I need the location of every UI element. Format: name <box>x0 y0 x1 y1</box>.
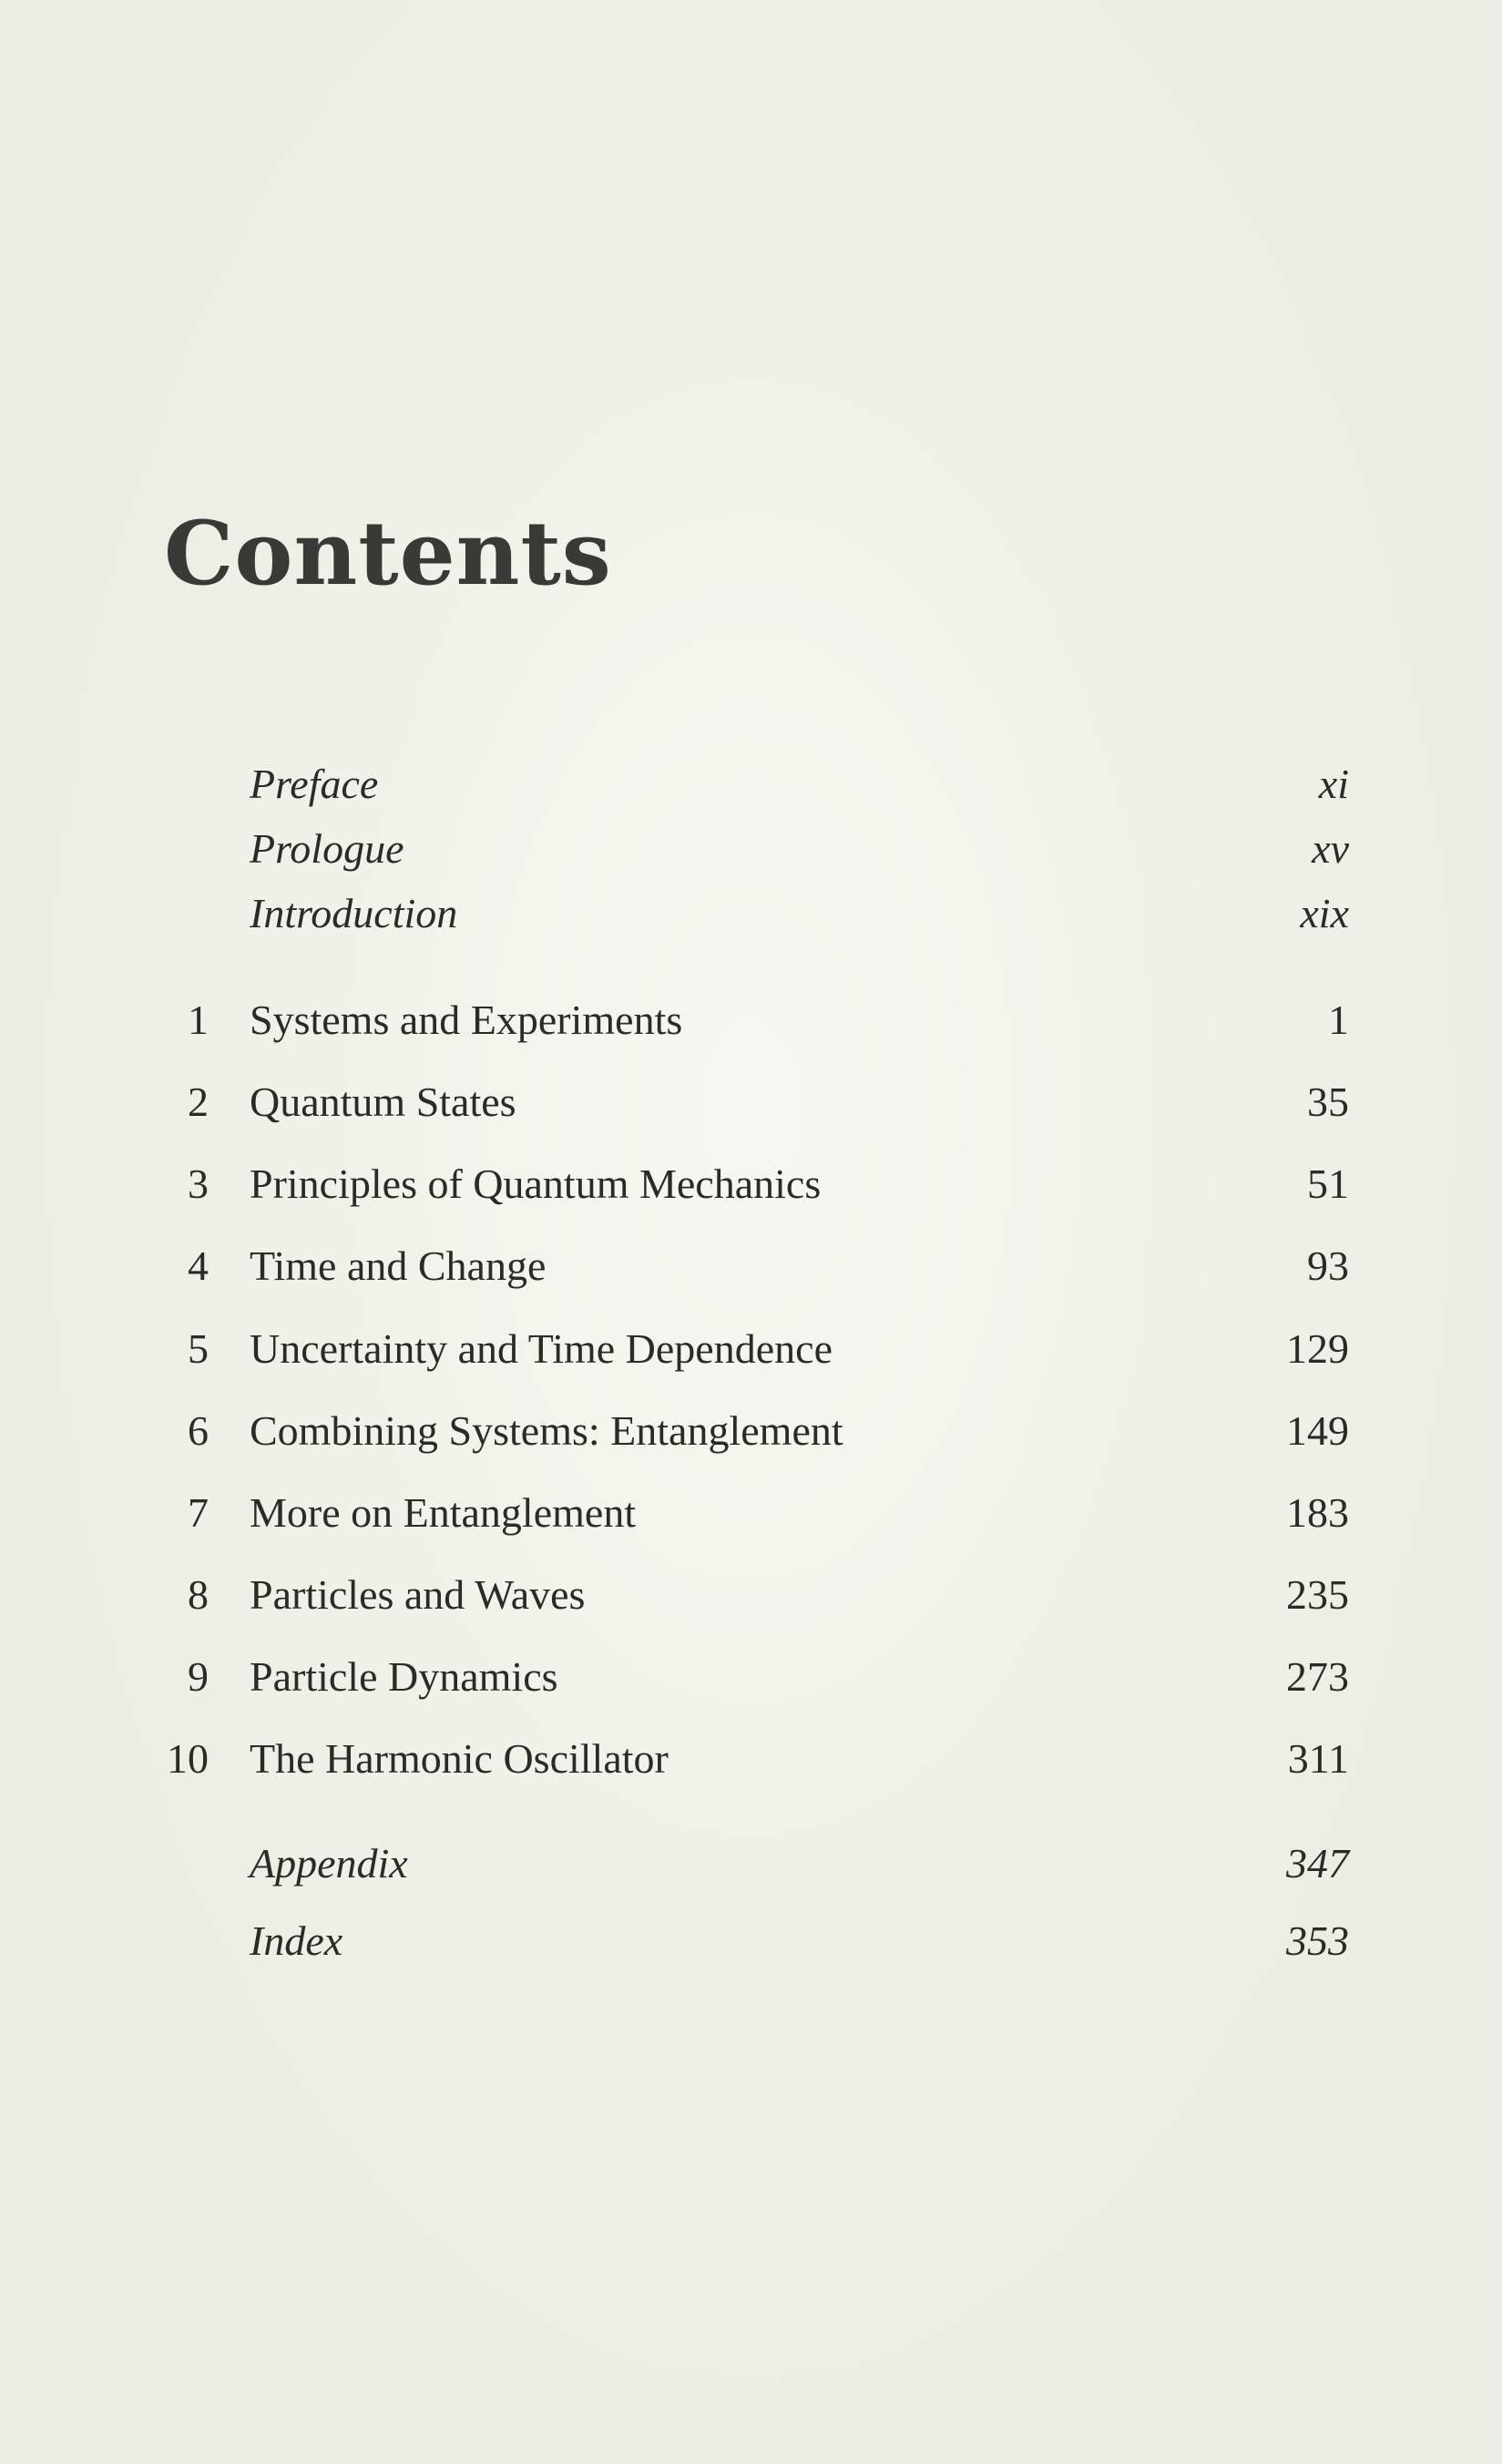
toc-chapter-3 <box>0 1152 1502 1216</box>
chapter-number: 1 <box>188 997 209 1043</box>
chapter-title: Systems and Experiments <box>250 997 683 1043</box>
toc-entry-label: Index <box>250 1917 343 1964</box>
chapter-title: Principles of Quantum Mechanics <box>250 1160 822 1207</box>
chapter-number: 4 <box>188 1242 209 1289</box>
toc-entry-page: xi <box>1318 761 1349 807</box>
toc-chapter-4 <box>0 1234 1502 1298</box>
toc-entry-label: Preface <box>250 761 379 807</box>
chapter-number: 7 <box>188 1489 209 1536</box>
chapter-page: 35 <box>1307 1079 1349 1125</box>
chapter-title: Combining Systems: Entanglement <box>250 1407 843 1454</box>
chapter-title: Particle Dynamics <box>250 1653 558 1700</box>
toc-entry-preface <box>0 752 1502 816</box>
chapter-page: 235 <box>1286 1571 1349 1618</box>
chapter-number: 10 <box>167 1735 209 1782</box>
chapter-page: 129 <box>1286 1325 1349 1372</box>
toc-chapter-8 <box>0 1563 1502 1627</box>
toc-chapter-7 <box>0 1481 1502 1545</box>
chapter-title: Time and Change <box>250 1242 547 1289</box>
toc-entry-page: 347 <box>1286 1840 1349 1886</box>
chapter-page: 149 <box>1286 1407 1349 1454</box>
chapter-title: Uncertainty and Time Dependence <box>250 1325 833 1372</box>
toc-chapter-5 <box>0 1317 1502 1381</box>
chapter-title: The Harmonic Oscillator <box>250 1735 669 1782</box>
toc-entry-page: xix <box>1300 890 1349 936</box>
toc-entry-label: Prologue <box>250 825 404 872</box>
chapter-page: 1 <box>1328 997 1349 1043</box>
chapter-number: 9 <box>188 1653 209 1700</box>
toc-entry-prologue <box>0 817 1502 881</box>
toc-entry-page: xv <box>1312 825 1349 872</box>
chapter-number: 8 <box>188 1571 209 1618</box>
chapter-page: 273 <box>1286 1653 1349 1700</box>
page-title: Contents <box>164 502 612 605</box>
chapter-number: 2 <box>188 1079 209 1125</box>
chapter-number: 5 <box>188 1325 209 1372</box>
chapter-page: 183 <box>1286 1489 1349 1536</box>
chapter-page: 93 <box>1307 1242 1349 1289</box>
chapter-title: Particles and Waves <box>250 1571 586 1618</box>
toc-entry-label: Introduction <box>250 890 458 936</box>
toc-entry-page: 353 <box>1286 1917 1349 1964</box>
chapter-page: 51 <box>1307 1160 1349 1207</box>
toc-chapter-2 <box>0 1070 1502 1134</box>
toc-entry-label: Appendix <box>250 1840 408 1886</box>
chapter-title: More on Entanglement <box>250 1489 637 1536</box>
toc-entry-introduction <box>0 882 1502 946</box>
toc-chapter-10 <box>0 1727 1502 1791</box>
toc-entry-appendix <box>0 1832 1502 1896</box>
toc-chapter-9 <box>0 1645 1502 1709</box>
chapter-number: 3 <box>188 1160 209 1207</box>
toc-chapter-6 <box>0 1399 1502 1463</box>
toc-chapter-1 <box>0 988 1502 1052</box>
chapter-number: 6 <box>188 1407 209 1454</box>
toc-entry-index <box>0 1909 1502 1973</box>
chapter-title: Quantum States <box>250 1079 516 1125</box>
chapter-page: 311 <box>1287 1735 1349 1782</box>
